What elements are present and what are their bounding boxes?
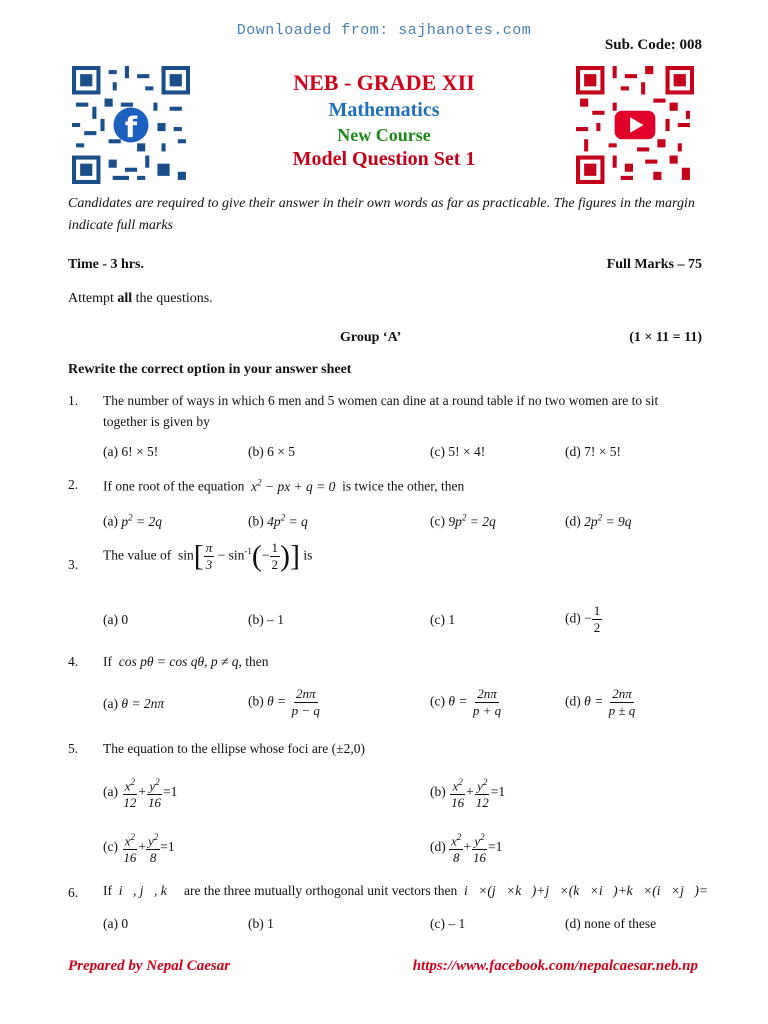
full-marks: Full Marks – 75: [606, 257, 702, 272]
q5-option-b: (b) $\frac{x^2}{16}$ + $\frac{y^2}{12}$ =1: [430, 774, 505, 811]
subject-title: Mathematics: [328, 99, 440, 121]
q3-option-d: (d) − $\frac{1}{2}$: [565, 603, 601, 635]
q1-option-c: (c) 5! × 4!: [430, 444, 486, 459]
svg-text:f: f: [124, 110, 138, 144]
q2-option-c: (c) $9p^2 = 2q$: [430, 512, 496, 529]
q5-option-d: (d) $\frac{x^2}{8}$ + $\frac{y^2}{16}$ =1: [430, 829, 502, 866]
q3-number: 3.: [68, 557, 79, 572]
q6-number: 6.: [68, 885, 79, 900]
q6-text: If i⃗, j⃗, k⃗ are the three mutually orthogonal unit vectors then i⃗×(j⃗×k⃗)+j⃗×(k⃗×i⃗)+k⃗×(i⃗×j⃗)=: [103, 883, 708, 898]
attempt-instruction: Attempt all the questions.: [68, 291, 213, 306]
q3-option-a: (a) 0: [103, 612, 129, 627]
exam-instructions: Candidates are required to give their answer in their own words as far as practicable. The figures in the margin indicate full marks: [68, 196, 695, 233]
q1-text: The number of ways in which 6 men and 5 women can dine at a round table if no two women are to sit together is given by: [103, 393, 659, 429]
exam-time: Time - 3 hrs.: [68, 257, 144, 272]
q2-equation: $x^2$ − px + q = 0: [251, 477, 336, 494]
q1-option-a: (a) 6! × 5!: [103, 444, 159, 459]
footer-author: Prepared by Nepal Caesar: [68, 958, 231, 974]
q6-option-c: (c) – 1: [430, 916, 466, 931]
footer-facebook-link[interactable]: https://www.facebook.com/nepalcaesar.neb.np: [412, 958, 698, 974]
q5-number: 5.: [68, 741, 79, 756]
rewrite-instruction: Rewrite the correct option in your answer sheet: [68, 362, 352, 377]
q6-option-d: (d) none of these: [565, 916, 657, 931]
set-title: Model Question Set 1: [292, 148, 476, 170]
q1-option-b: (b) 6 × 5: [248, 444, 295, 459]
course-title: New Course: [337, 125, 431, 145]
q2-text: If one root of the equation $x^2$ − px + q = 0 is twice the other, then: [103, 477, 465, 494]
q6-option-a: (a) 0: [103, 916, 129, 931]
group-marks: (1 × 11 = 11): [629, 330, 702, 345]
q2-option-a: (a) $p^2 = 2q$: [103, 512, 162, 529]
q3-option-c: (c) 1: [430, 612, 456, 627]
q3-option-b: (b) – 1: [248, 612, 284, 627]
q4-option-a: (a) θ = 2nπ: [103, 696, 165, 711]
q5-text: The equation to the ellipse whose foci are (±2,0): [103, 741, 365, 756]
q2-option-d: (d) $2p^2 = 9q$: [565, 512, 632, 529]
q1-option-d: (d) 7! × 5!: [565, 444, 621, 459]
q5-option-a: (a) $\frac{x^2}{12}$ + $\frac{y^2}{16}$ =1: [103, 774, 177, 811]
group-title: Group ‘A’: [340, 330, 402, 345]
q4-option-d: (d) θ = $\frac{2n\pi}{p \pm q}$: [565, 686, 636, 718]
q4-text: If cos pθ = cos qθ, p ≠ q, then: [103, 654, 269, 669]
q5-option-c: (c) $\frac{x^2}{16}$ + $\frac{y^2}{8}$ =1: [103, 829, 175, 866]
q2-number: 2.: [68, 477, 79, 492]
board-title: NEB - GRADE XII: [293, 70, 475, 95]
q2-option-b: (b) $4p^2 = q$: [248, 512, 308, 529]
q4-number: 4.: [68, 654, 79, 669]
subject-code: Sub. Code: 008: [604, 37, 702, 53]
q1-number: 1.: [68, 393, 79, 408]
q4-option-b: (b) θ = $\frac{2n\pi}{p - q}$: [248, 686, 320, 718]
q6-option-b: (b) 1: [248, 916, 274, 931]
download-banner: Downloaded from: sajhanotes.com: [236, 22, 532, 39]
q3-text: The value of sin[ $\frac{\pi}{3}$ − $\sin^{-1}(-$ $\frac{1}{2}$ )] is: [103, 539, 313, 573]
q4-option-c: (c) θ = $\frac{2n\pi}{p + q}$: [430, 686, 502, 718]
